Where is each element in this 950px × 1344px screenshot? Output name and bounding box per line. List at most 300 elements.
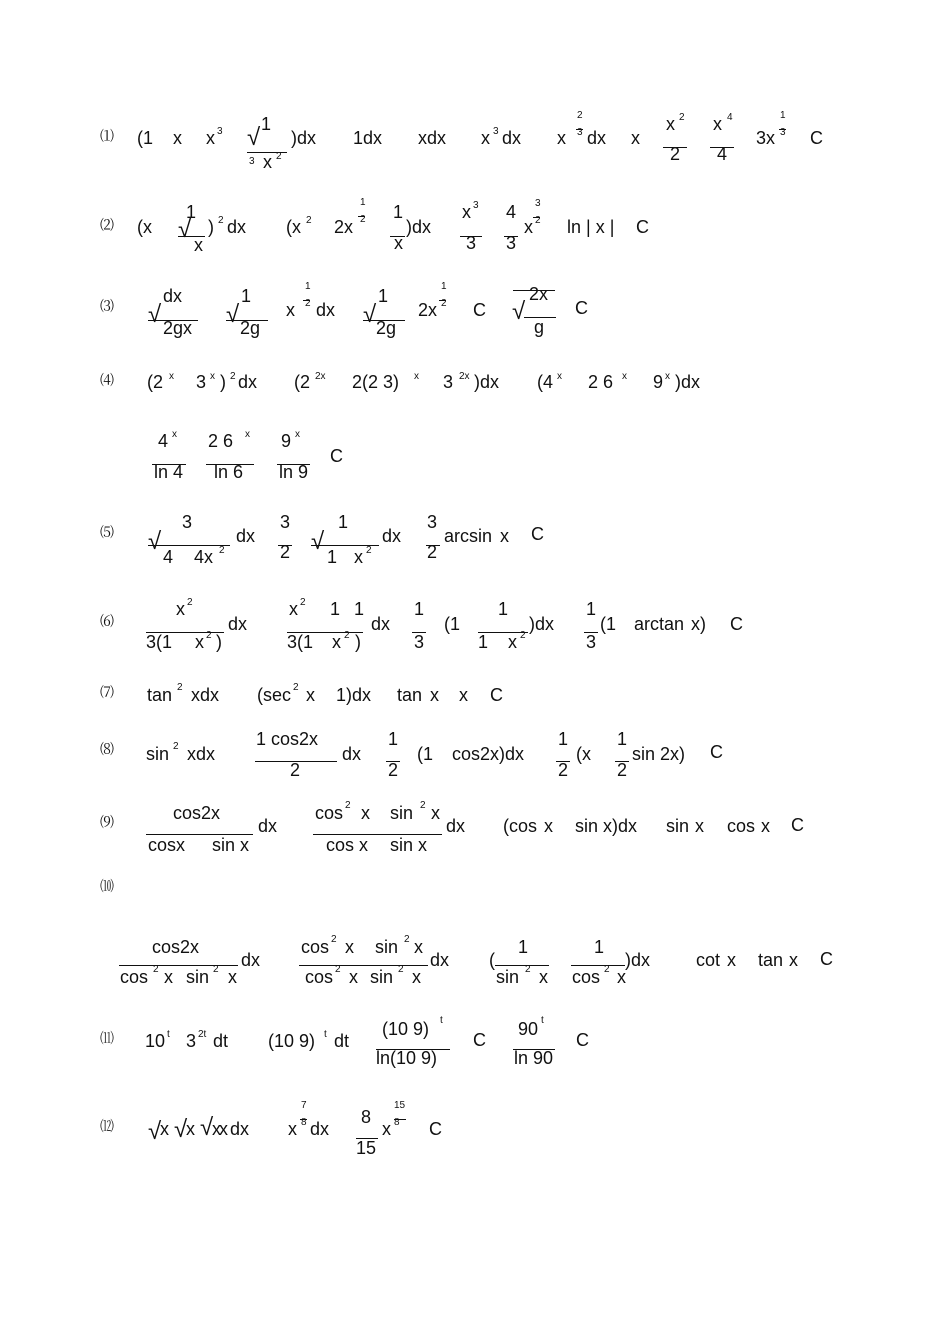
math-term: arctan	[634, 614, 685, 634]
math-term: 2 6	[588, 372, 614, 392]
fraction-bar	[277, 464, 310, 465]
math-term: C	[730, 614, 743, 634]
math-term: x	[431, 803, 440, 823]
math-term: 3x	[756, 128, 776, 148]
math-term: dx	[316, 300, 336, 320]
math-term: x	[206, 128, 215, 148]
math-term: C	[473, 300, 486, 320]
radical-sign: √	[178, 216, 192, 243]
math-exponent: 15	[394, 1100, 406, 1111]
math-exponent: t	[440, 1015, 443, 1026]
math-term: dx	[587, 128, 607, 148]
math-term: x	[228, 967, 237, 987]
math-exponent: 1	[441, 281, 447, 292]
math-term: 3	[586, 632, 597, 652]
math-term: x	[212, 1119, 221, 1139]
math-term: (1	[600, 614, 617, 634]
math-term: sin	[375, 937, 399, 957]
math-term: sin	[666, 816, 690, 836]
math-term: arcsin	[444, 526, 493, 546]
math-term: x	[789, 950, 798, 970]
math-term: 1 cos2x	[256, 729, 319, 749]
math-exponent: x	[557, 371, 562, 382]
problem-label: ⑴	[100, 129, 114, 145]
math-exponent: 2	[187, 597, 193, 608]
math-term: 2gx	[163, 318, 193, 338]
math-exponent: 2	[276, 151, 282, 162]
radical-sign: √	[148, 1118, 162, 1145]
math-term: x	[394, 233, 403, 253]
problem-label: ⑺	[100, 685, 114, 701]
math-term: 3(1	[287, 632, 314, 652]
math-exponent: 2	[344, 630, 350, 641]
math-term: 3	[414, 632, 425, 652]
math-term: 1	[388, 729, 399, 749]
math-term: (x	[137, 217, 152, 237]
math-term: 3	[182, 512, 193, 532]
math-exponent: x	[210, 371, 215, 382]
math-exponent: 2x	[459, 371, 470, 382]
math-term: x	[508, 632, 517, 652]
math-term: ln 90	[514, 1048, 554, 1068]
math-term: 2g	[376, 318, 397, 338]
math-term: cos2x)dx	[452, 744, 525, 764]
math-term: x	[288, 1119, 297, 1139]
math-exponent: 7	[301, 1100, 307, 1111]
fraction-bar	[576, 129, 583, 130]
fraction-bar	[460, 236, 482, 237]
math-term: dx	[228, 614, 248, 634]
fraction-bar	[299, 965, 428, 966]
math-term: g	[534, 317, 545, 337]
math-exponent: 2	[404, 934, 410, 945]
math-term: dx	[382, 526, 402, 546]
math-exponent: x	[245, 429, 250, 440]
math-term: x	[349, 967, 358, 987]
math-term: dx	[371, 614, 391, 634]
fraction-bar	[495, 965, 549, 966]
math-term: 4x	[194, 547, 214, 567]
math-term: 1)dx	[336, 685, 372, 705]
fraction-bar	[779, 129, 786, 130]
math-exponent: 3	[577, 127, 583, 138]
math-exponent: 2	[230, 371, 236, 382]
fraction-bar	[412, 632, 426, 633]
math-term: (10 9)	[268, 1031, 316, 1051]
math-term: 9	[281, 431, 292, 451]
math-term: 15	[356, 1138, 377, 1158]
fraction-bar	[615, 761, 629, 762]
math-exponent: 2	[535, 215, 541, 226]
math-exponent: 2	[398, 964, 404, 975]
math-term: (2	[147, 372, 164, 392]
radical-sign: √	[512, 298, 526, 325]
math-term: dx	[310, 1119, 330, 1139]
math-term: (x	[576, 744, 591, 764]
math-term: x	[361, 803, 370, 823]
math-exponent: 2	[577, 110, 583, 121]
radical-sign: √	[247, 124, 261, 151]
math-term: cos2x	[173, 803, 221, 823]
math-term: dx	[502, 128, 522, 148]
math-term: 2x	[418, 300, 438, 320]
problem-label: ⑷	[100, 373, 114, 389]
math-term: 2	[558, 760, 569, 780]
math-term: 4	[158, 431, 169, 451]
math-term: 3	[186, 1031, 197, 1051]
math-term: )	[220, 372, 226, 392]
math-term: tan	[147, 685, 173, 705]
math-term: xdx	[187, 744, 216, 764]
math-term: (	[489, 950, 495, 970]
math-term: (10 9)	[382, 1019, 430, 1039]
fraction-bar	[390, 236, 405, 237]
math-exponent: 2	[219, 545, 225, 556]
math-exponent: 2	[441, 298, 447, 309]
math-exponent: 3	[473, 200, 479, 211]
math-term: x	[631, 128, 640, 148]
fraction-bar	[119, 965, 238, 966]
math-term: (x	[286, 217, 301, 237]
math-term: x	[459, 685, 468, 705]
problem-label: ⑿	[100, 1119, 114, 1135]
math-exponent: x	[169, 371, 174, 382]
radical-sign: √	[200, 1114, 214, 1141]
math-term: 2	[388, 760, 399, 780]
math-term: x	[500, 526, 509, 546]
math-term: 3	[506, 233, 517, 253]
math-term: )dx	[406, 217, 432, 237]
radical-sign: √	[148, 528, 162, 555]
math-term: dx	[163, 286, 183, 306]
math-term: x	[557, 128, 566, 148]
math-term: x	[524, 217, 533, 237]
math-exponent: x	[295, 429, 300, 440]
fraction-bar	[556, 761, 570, 762]
math-term: C	[810, 128, 823, 148]
math-term: sin x	[390, 835, 428, 855]
math-term: x	[695, 816, 704, 836]
math-term: x	[713, 114, 722, 134]
math-term: cosx	[148, 835, 186, 855]
math-term: cos	[727, 816, 756, 836]
fraction-bar	[513, 1049, 555, 1050]
math-term: x	[306, 685, 315, 705]
math-term: x)dx	[603, 816, 638, 836]
math-term: (4	[537, 372, 554, 392]
math-term: (sec	[257, 685, 292, 705]
math-term: 1	[478, 632, 489, 652]
math-term: C	[791, 815, 804, 835]
math-exponent: 2	[153, 964, 159, 975]
math-exponent: 2	[525, 964, 531, 975]
math-term: 1dx	[353, 128, 383, 148]
math-term: C	[576, 1030, 589, 1050]
math-term: 3	[280, 512, 291, 532]
math-term: )dx	[675, 372, 701, 392]
fraction-bar	[278, 545, 292, 546]
math-exponent: 1	[780, 110, 786, 121]
fraction-bar	[524, 317, 556, 318]
math-term: 1	[586, 599, 597, 619]
math-term: 1	[518, 937, 529, 957]
math-term: 1	[558, 729, 569, 749]
fraction-bar	[376, 1049, 450, 1050]
problem-label: ⑵	[100, 218, 114, 234]
math-term: dx	[342, 744, 362, 764]
fraction-bar	[478, 632, 528, 633]
fraction-bar	[313, 834, 442, 835]
math-term: cos	[120, 967, 149, 987]
math-term: 2(2 3)	[352, 372, 400, 392]
math-exponent: 2	[520, 630, 526, 641]
fraction-bar	[146, 834, 253, 835]
math-term: sin	[186, 967, 210, 987]
radical-sign: √	[363, 301, 377, 328]
math-term: x	[666, 114, 675, 134]
radical-sign: √	[174, 1116, 188, 1143]
math-exponent: 3	[249, 156, 255, 167]
math-term: x	[176, 599, 185, 619]
math-term: 1	[330, 599, 341, 619]
fraction-bar	[584, 632, 598, 633]
fraction-bar	[152, 464, 186, 465]
math-term: ln 9	[279, 462, 309, 482]
fraction-bar	[710, 147, 734, 148]
math-term: tan	[758, 950, 784, 970]
math-term: x	[286, 300, 295, 320]
math-term: x	[481, 128, 490, 148]
math-term: x	[539, 967, 548, 987]
problem-label: ⑽	[100, 879, 114, 895]
math-term: 2	[427, 542, 438, 562]
math-term: x	[219, 1119, 228, 1139]
radical-sign: √	[226, 301, 240, 328]
math-term: 10	[145, 1031, 166, 1051]
fraction-bar	[571, 965, 625, 966]
math-exponent: x	[172, 429, 177, 440]
math-exponent: 8	[394, 1117, 400, 1128]
math-term: x	[263, 152, 272, 172]
math-term: x	[617, 967, 626, 987]
math-term: sin	[575, 816, 599, 836]
math-term: x	[289, 599, 298, 619]
fraction-bar	[394, 1119, 406, 1120]
fraction-bar	[247, 152, 287, 153]
math-term: x)	[691, 614, 706, 634]
math-term: 1	[327, 547, 338, 567]
math-term: dt	[334, 1031, 350, 1051]
problem-label: ⑼	[100, 815, 114, 831]
math-exponent: 2	[218, 215, 224, 226]
fraction-bar	[439, 300, 446, 301]
math-term: )dx	[291, 128, 317, 148]
math-term: )	[216, 632, 222, 652]
fraction-bar	[303, 300, 310, 301]
math-term: C	[531, 524, 544, 544]
fraction-bar	[206, 464, 254, 465]
math-term: 2x	[529, 284, 549, 304]
math-term: 90	[518, 1019, 539, 1039]
radical-sign: √	[148, 301, 162, 328]
math-exponent: 2	[213, 964, 219, 975]
math-exponent: 3	[535, 198, 541, 209]
fraction-bar	[287, 632, 363, 633]
math-exponent: 2	[206, 630, 212, 641]
math-term: 2	[670, 144, 681, 164]
math-term: )dx	[625, 950, 651, 970]
math-term: 3	[466, 233, 477, 253]
math-term: 1	[261, 114, 272, 134]
math-exponent: 2	[331, 934, 337, 945]
fraction-bar	[358, 216, 365, 217]
math-term: C	[473, 1030, 486, 1050]
math-exponent: x	[414, 371, 419, 382]
math-exponent: t	[541, 1015, 544, 1026]
math-term: dx	[446, 816, 466, 836]
math-exponent: 2	[335, 964, 341, 975]
math-exponent: 3	[217, 126, 223, 137]
math-exponent: 2	[306, 215, 312, 226]
math-exponent: 4	[727, 112, 733, 123]
math-term: ln(10 9)	[376, 1048, 438, 1068]
math-exponent: 2	[177, 682, 183, 693]
problem-label: ⑶	[100, 299, 114, 315]
math-term: x	[414, 937, 423, 957]
math-term: ln 6	[214, 462, 244, 482]
math-exponent: 2	[366, 545, 372, 556]
math-term: dt	[213, 1031, 229, 1051]
problem-label: ⑾	[100, 1031, 114, 1047]
math-term: x	[382, 1119, 391, 1139]
math-exponent: 2	[345, 800, 351, 811]
math-term: cos2x	[152, 937, 200, 957]
math-exponent: 1	[305, 281, 311, 292]
problem-label: ⑹	[100, 614, 114, 630]
math-term: 4	[163, 547, 174, 567]
fraction-bar	[513, 290, 555, 291]
math-exponent: 2	[305, 298, 311, 309]
math-term: cos	[305, 967, 334, 987]
math-term: C	[330, 446, 343, 466]
math-term: 1	[393, 202, 404, 222]
math-term: C	[429, 1119, 442, 1139]
math-term: dx	[241, 950, 261, 970]
math-exponent: 2	[420, 800, 426, 811]
math-term: x	[354, 547, 363, 567]
math-term: (2	[294, 372, 311, 392]
math-term: 2x	[334, 217, 354, 237]
math-term: dx	[430, 950, 450, 970]
radical-sign: √	[311, 528, 325, 555]
math-term: cos x	[326, 835, 369, 855]
math-term: x	[164, 967, 173, 987]
math-term: 1	[338, 512, 349, 532]
math-term: cos	[301, 937, 330, 957]
math-term: 2g	[240, 318, 261, 338]
math-term: (1	[417, 744, 434, 764]
math-term: sin	[370, 967, 394, 987]
math-term: xdx	[191, 685, 220, 705]
fraction-bar	[504, 236, 518, 237]
math-term: x	[160, 1119, 169, 1139]
math-term: 9	[653, 372, 664, 392]
math-term: C	[575, 298, 588, 318]
math-term: 2	[280, 542, 291, 562]
math-exponent: 8	[301, 1117, 307, 1128]
math-term: sin	[496, 967, 520, 987]
math-term: x	[727, 950, 736, 970]
math-term: 1	[498, 599, 509, 619]
math-term: x	[345, 937, 354, 957]
math-exponent: 2	[360, 214, 366, 225]
math-term: xdx	[418, 128, 447, 148]
math-term: ln 4	[154, 462, 184, 482]
math-exponent: 3	[780, 127, 786, 138]
math-term: 2	[290, 760, 301, 780]
math-term: ln | x |	[567, 217, 615, 237]
problem-label: ⑸	[100, 525, 114, 541]
math-term: x	[332, 632, 341, 652]
math-term: 1	[414, 599, 425, 619]
math-exponent: 2	[679, 112, 685, 123]
math-term: dx	[227, 217, 247, 237]
math-exponent: x	[622, 371, 627, 382]
math-term: 4	[717, 144, 728, 164]
fraction-bar	[356, 1138, 378, 1139]
math-term: )	[208, 217, 214, 237]
math-term: 1	[354, 599, 365, 619]
math-exponent: 2	[604, 964, 610, 975]
math-term: 3(1	[146, 632, 173, 652]
math-term: dx	[258, 816, 278, 836]
math-exponent: 2	[173, 741, 179, 752]
fraction-bar	[386, 761, 400, 762]
math-term: 8	[361, 1107, 372, 1127]
math-term: 3	[196, 372, 207, 392]
math-term: dx	[238, 372, 258, 392]
math-term: x	[462, 202, 471, 222]
math-term: C	[490, 685, 503, 705]
math-exponent: 2x	[315, 371, 326, 382]
math-exponent: t	[324, 1029, 327, 1040]
math-term: x	[430, 685, 439, 705]
math-term: dx	[230, 1119, 250, 1139]
math-term: )	[355, 632, 361, 652]
math-term: cos	[572, 967, 601, 987]
fraction-bar	[255, 761, 337, 762]
math-exponent: 2	[293, 682, 299, 693]
math-term: C	[820, 949, 833, 969]
math-term: C	[710, 742, 723, 762]
math-term: sin x	[212, 835, 250, 855]
math-term: )dx	[474, 372, 500, 392]
math-term: x	[195, 632, 204, 652]
math-exponent: 1	[360, 197, 366, 208]
math-term: 1	[378, 286, 389, 306]
math-term: cot	[696, 950, 721, 970]
math-term: dx	[236, 526, 256, 546]
math-exponent: 3	[493, 126, 499, 137]
math-term: C	[636, 217, 649, 237]
fraction-bar	[426, 545, 440, 546]
math-term: 3	[443, 372, 454, 392]
math-term: tan	[397, 685, 423, 705]
math-term: 2	[617, 760, 628, 780]
fraction-bar	[300, 1119, 307, 1120]
fraction-bar	[533, 217, 540, 218]
math-term: 1	[241, 286, 252, 306]
